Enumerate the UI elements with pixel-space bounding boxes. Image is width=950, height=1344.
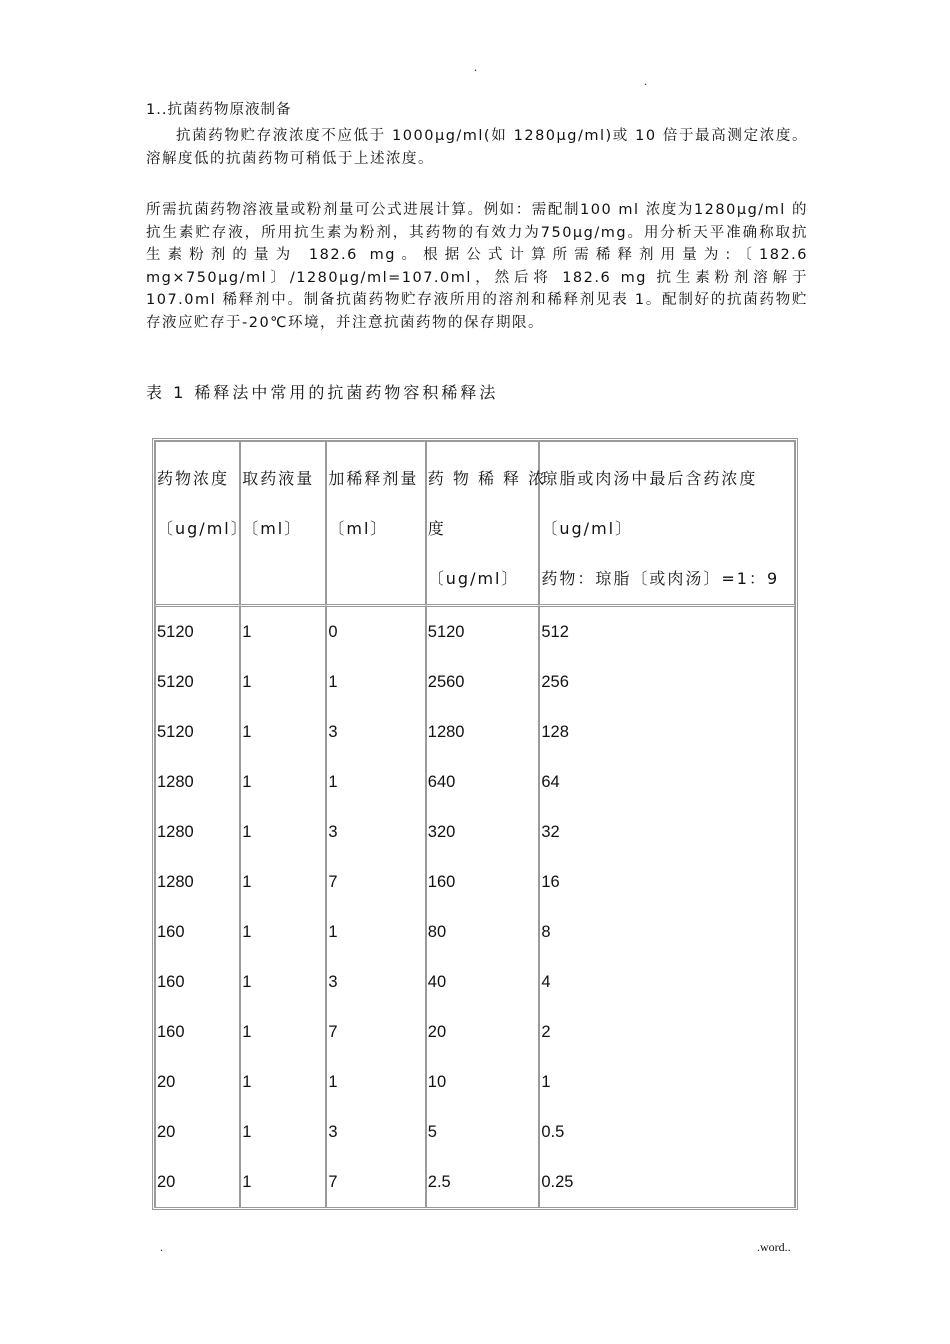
table-cell: 160 (155, 957, 240, 1007)
table-row (155, 607, 795, 657)
table-row (155, 657, 795, 707)
table-row (155, 807, 795, 857)
table-cell: 20 (426, 1007, 540, 1057)
table-cell: 0.25 (539, 1157, 795, 1207)
table-cell: 1 (240, 657, 326, 707)
footer-word-mark: .word.. (757, 1240, 791, 1254)
header-line: 加稀释剂量 (328, 469, 419, 488)
header-line: 〔ml〕 (328, 519, 389, 538)
table-cell: 10 (426, 1057, 540, 1107)
table-cell: 128 (539, 707, 795, 757)
table-cell: 7 (326, 1157, 425, 1207)
header-line: 〔ug/ml〕 (427, 569, 520, 588)
footer-dot: . (160, 1240, 163, 1254)
table-cell: 8 (539, 907, 795, 957)
table-cell: 160 (426, 857, 540, 907)
table-cell: 1280 (155, 807, 240, 857)
header-line: 药物浓度 (157, 469, 230, 488)
table-row (155, 757, 795, 807)
header-dot: . (644, 74, 647, 88)
table-cell: 5120 (155, 607, 240, 657)
table-cell: 1280 (155, 757, 240, 807)
header-diluent-added (326, 441, 425, 607)
table-cell: 5120 (155, 707, 240, 757)
table-cell: 160 (155, 1007, 240, 1057)
table-cell: 1 (240, 1057, 326, 1107)
table-cell: 1 (240, 807, 326, 857)
header-line: 〔ug/ml〕 (541, 519, 634, 538)
header-line: 〔ml〕 (242, 519, 303, 538)
table-cell: 3 (326, 807, 425, 857)
table-cell: 0.5 (539, 1107, 795, 1157)
header-volume-taken (240, 441, 326, 607)
header-diluted-concentration (426, 441, 547, 607)
table-cell: 1 (326, 1057, 425, 1107)
table-cell: 256 (539, 657, 795, 707)
table-row (155, 1157, 795, 1207)
table-caption: 表 1 稀释法中常用的抗菌药物容积稀释法 (146, 383, 499, 402)
table-cell: 80 (426, 907, 540, 957)
header-line: 药物：琼脂〔或肉汤〕=1：9 (541, 569, 780, 588)
header-line: 琼脂或肉汤中最后含药浓度 (541, 469, 758, 488)
table-cell: 7 (326, 1007, 425, 1057)
table-cell: 1 (326, 907, 425, 957)
table-cell: 1280 (155, 857, 240, 907)
header-line: 取药液量 (242, 469, 315, 488)
header-final-concentration (539, 441, 795, 607)
table-cell: 3 (326, 957, 425, 1007)
header-dot: . (474, 60, 477, 74)
table-cell: 0 (326, 607, 425, 657)
header-line: 药 物 稀 释 浓 (427, 469, 547, 488)
table-cell: 1 (326, 657, 425, 707)
table-cell: 320 (426, 807, 540, 857)
table-cell: 160 (155, 907, 240, 957)
table-row (155, 707, 795, 757)
table-cell: 20 (155, 1107, 240, 1157)
table-row (155, 857, 795, 907)
table-cell: 32 (539, 807, 795, 857)
dilution-table (152, 438, 798, 1210)
table-cell: 3 (326, 707, 425, 757)
header-line: 度 (427, 519, 446, 538)
table-cell: 2560 (426, 657, 540, 707)
table-cell: 2.5 (426, 1157, 540, 1207)
header-line: 〔ug/ml〕 (157, 519, 249, 538)
table-cell: 1 (240, 1157, 326, 1207)
table-row (155, 907, 795, 957)
paragraph-2: 所需抗菌药物溶液量或粉剂量可公式进展计算。例如：需配制100 ml 浓度为1280μg/ml 的抗生素贮存液，所用抗生素为粉剂，其药物的有效力为750μg/mg。用分析天平准确称取抗生素粉剂的量为 182.6 mg。根据公式计算所需稀释剂用量为:〔182.6 mg×750μg/ml〕/1280μg/ml=107.0ml，然后将 182.6 mg 抗生素粉剂溶解于 107.0ml 稀释剂中。制备抗菌药物贮存液所用的溶剂和稀释剂见表 1。配制好的抗菌药物贮存液应贮存于-20℃环境，并注意抗菌药物的保存期限。 (146, 202, 808, 331)
table-row (155, 957, 795, 1007)
table-cell: 5 (426, 1107, 540, 1157)
table-cell: 1 (240, 957, 326, 1007)
table-header-row (155, 441, 795, 607)
table-row (155, 1107, 795, 1157)
section-heading: 1..抗菌药物原液制备 (146, 102, 292, 118)
table-cell: 1 (240, 757, 326, 807)
table-cell: 1 (240, 857, 326, 907)
table-cell: 2 (539, 1007, 795, 1057)
table-cell: 64 (539, 757, 795, 807)
table-cell: 7 (326, 857, 425, 907)
table-cell: 512 (539, 607, 795, 657)
table-row (155, 1007, 795, 1057)
table-cell: 40 (426, 957, 540, 1007)
table-cell: 1 (240, 607, 326, 657)
table-cell: 1 (240, 1107, 326, 1157)
table-cell: 20 (155, 1057, 240, 1107)
table-cell: 640 (426, 757, 540, 807)
header-drug-concentration (155, 441, 249, 607)
table-cell: 1 (240, 707, 326, 757)
paragraph-1: 抗菌药物贮存液浓度不应低于 1000μg/ml(如 1280μg/ml)或 10 倍于最高测定浓度。溶解度低的抗菌药物可稍低于上述浓度。 (146, 128, 808, 167)
table-cell: 3 (326, 1107, 425, 1157)
table-cell: 5120 (155, 657, 240, 707)
table-cell: 1 (240, 907, 326, 957)
table-cell: 1 (539, 1057, 795, 1107)
table-cell: 1280 (426, 707, 540, 757)
table-row (155, 1057, 795, 1107)
table-cell: 16 (539, 857, 795, 907)
table-cell: 5120 (426, 607, 540, 657)
table-cell: 20 (155, 1157, 240, 1207)
table-cell: 1 (326, 757, 425, 807)
table-cell: 1 (240, 1007, 326, 1057)
table-cell: 4 (539, 957, 795, 1007)
